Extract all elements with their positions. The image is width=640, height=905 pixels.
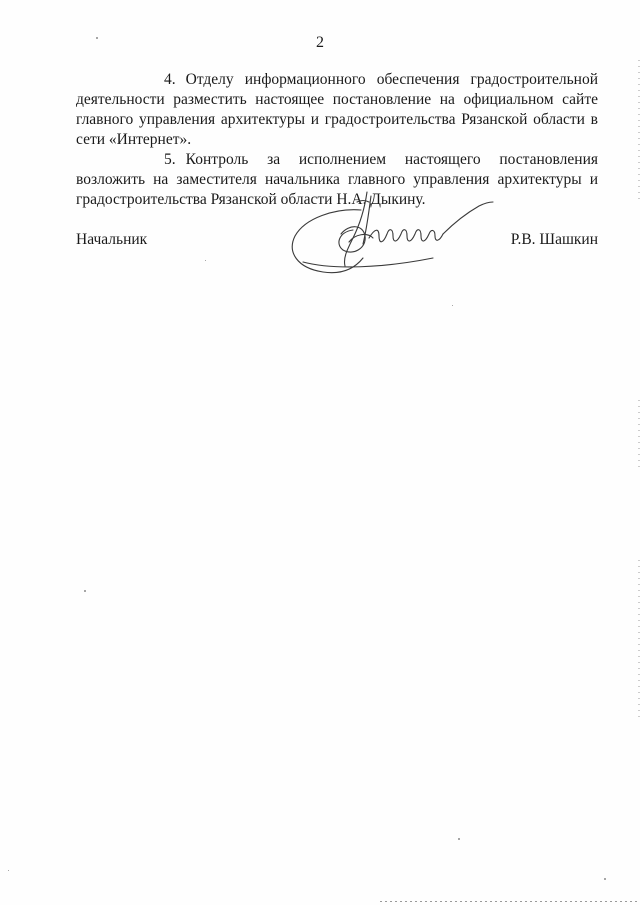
paragraph-text: Отделу информационного обеспечения градостроительной деятельности разместить настоящее постановление на официальном сайте главного управления архитектуры и градостроительства Рязанской области в сети «Интернет». — [76, 71, 598, 148]
scan-edge-marks — [636, 0, 640, 905]
paragraph-4 — [76, 70, 598, 150]
page-number: 2 — [316, 34, 324, 51]
paragraph-number: 4. — [164, 71, 176, 88]
signature-block — [76, 231, 598, 253]
scan-speck — [96, 37, 98, 39]
scan-speck — [84, 590, 86, 592]
scan-speck — [452, 305, 453, 306]
paragraph-number: 5. — [164, 151, 176, 168]
signatory-title: Начальник — [76, 231, 148, 248]
scan-speck — [458, 838, 460, 840]
signatory-name: Р.В. Шашкин — [510, 231, 598, 248]
paragraph-text: Контроль за исполнением настоящего постановления возложить на заместителя начальника главного управления архитектуры и градостроительства Рязанской области Н.А. Дыкину. — [76, 151, 598, 208]
scan-speck — [205, 260, 206, 261]
scan-bottom-edge — [380, 900, 640, 903]
scan-speck — [8, 870, 9, 871]
scan-speck — [604, 878, 606, 880]
